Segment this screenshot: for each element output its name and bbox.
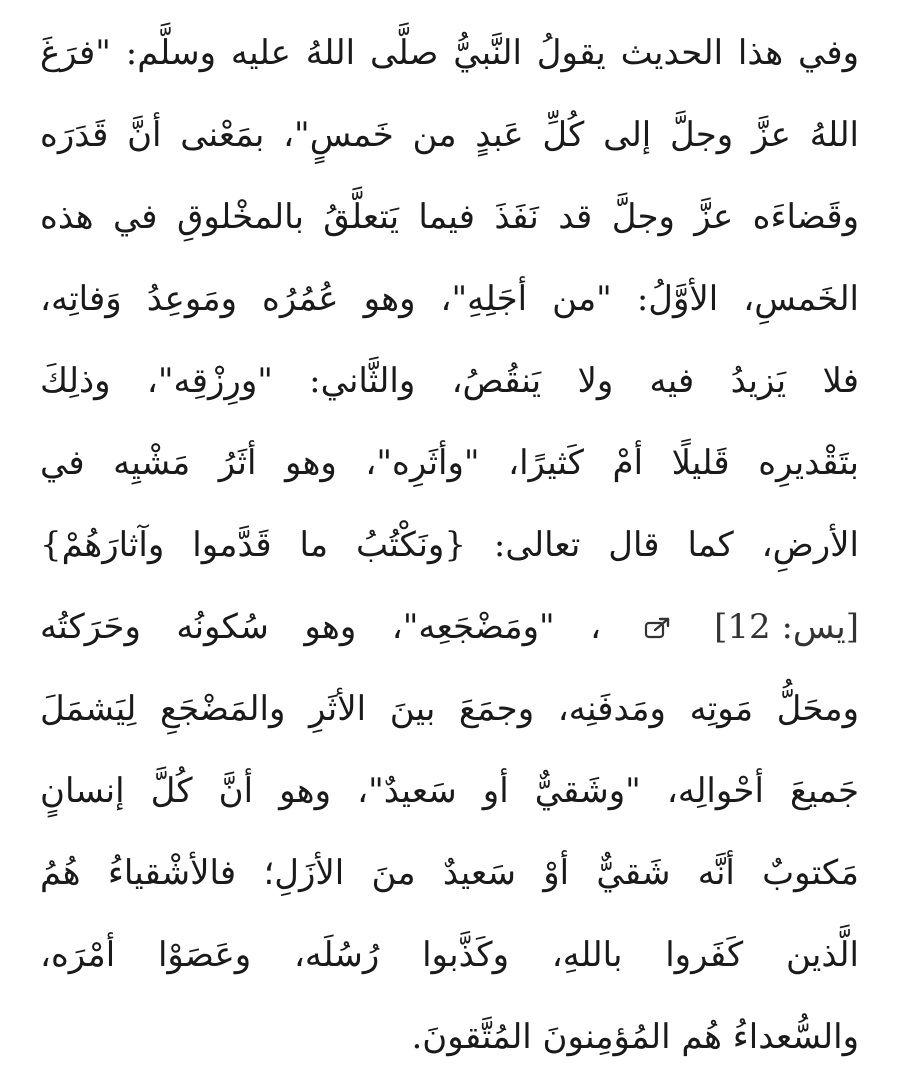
article-body [40,12,859,1068]
text-line-11: مَكتوبٌ أنَّه شَقيٌّ أوْ سَعيدٌ منَ الأزَلِ؛ فالأشْقياءُ هُمُ [40,853,859,893]
text-line-2: اللهُ عزَّ وجلَّ إلى كُلِّ عَبدٍ من خَمسٍ"، بمَعْنى أنَّ قَدَرَه [40,115,859,155]
text-line-12: الَّذين كَفَروا باللهِ، وكَذَّبوا رُسُلَه، وعَصَوْا أمْرَه، [40,935,859,975]
text-line-5: فلا يَزيدُ فيه ولا يَنقُصُ، والثَّاني: "ورِزْقِه"، وذلِكَ [40,361,859,401]
text-line-4: الخَمسِ، الأوَّلُ: "من أجَلِهِ"، وهو عُمُرُه ومَوعِدُ وَفاتِه، [40,279,859,319]
text-line-8 [40,586,859,668]
text-line-10: جَميعَ أحْوالِه، "وشَقيٌّ أو سَعيدٌ"، وهو أنَّ كُلَّ إنسانٍ [40,771,859,811]
text-line-9: ومحَلُّ مَوتِه ومَدفَنِه، وجمَعَ بينَ الأثَرِ والمَضْجَعِ لِيَشمَلَ [40,689,859,729]
verse-reference: [يس: 12] [714,607,859,647]
external-link-icon[interactable] [643,588,673,668]
text-line-7: الأرضِ، كما قال تعالى: {ونَكْتُبُ ما قَدَّموا وآثارَهُمْ} [40,525,859,565]
text-line-13: والسُّعداءُ هُم المُؤمِنونَ المُتَّقونَ. [411,1017,859,1057]
text-line-1: وفي هذا الحديث يقولُ النَّبيُّ صلَّى اللهُ عليه وسلَّم: "فرَغَ [40,33,859,73]
text-line-6: بتَقْديرِه قَليلًا أمْ كَثيرًا، "وأثَرِه"، وهو أثَرُ مَشْيِه في [40,443,859,483]
text-line-8-content: ، "ومَضْجَعِه"، وهو سُكونُه وحَرَكتُه [40,607,602,647]
text-line-3: وقَضاءَه عزَّ وجلَّ قد نَفَذَ فيما يَتعلَّقُ بالمخْلوقِ في هذه [40,197,859,237]
